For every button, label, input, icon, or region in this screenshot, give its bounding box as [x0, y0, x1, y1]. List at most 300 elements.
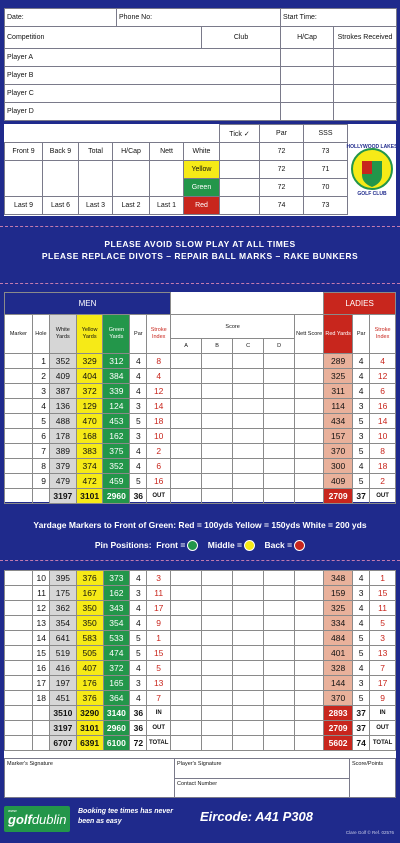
score-cell[interactable] [170, 586, 201, 601]
white-yards: 354 [49, 616, 76, 631]
score-cell[interactable] [264, 706, 295, 721]
red-yards: 484 [324, 631, 353, 646]
nett-score-cell[interactable] [295, 369, 324, 384]
player-c-field[interactable]: Player C [5, 85, 281, 103]
score-cell[interactable] [264, 429, 295, 444]
yellow-yards: 472 [76, 474, 103, 489]
marker-cell[interactable] [5, 444, 33, 459]
green-yards: 474 [103, 646, 130, 661]
nett-score-cell[interactable] [295, 706, 324, 721]
par-header: Par [260, 125, 304, 143]
score-cell[interactable] [264, 474, 295, 489]
club-field[interactable]: Club [202, 27, 281, 49]
par: 4 [130, 444, 147, 459]
score-cell[interactable] [264, 571, 295, 586]
stroke-index: IN [147, 706, 171, 721]
score-cell[interactable] [202, 571, 233, 586]
green-yards: 2960 [103, 489, 130, 504]
marker-cell[interactable] [5, 474, 33, 489]
score-cell[interactable] [202, 631, 233, 646]
hole-number: 9 [32, 474, 49, 489]
marker-cell[interactable] [5, 586, 33, 601]
tee-sss: 70 [304, 179, 348, 197]
score-cell[interactable] [233, 661, 264, 676]
white-yards: 479 [49, 474, 76, 489]
ladies-par: 3 [353, 586, 370, 601]
player-signature-field[interactable]: Player's Signature [175, 759, 350, 779]
score-cell[interactable] [202, 586, 233, 601]
score-cell[interactable] [233, 414, 264, 429]
ladies-stroke-index: 8 [370, 444, 396, 459]
score-cell[interactable] [264, 646, 295, 661]
white-yards: 3197 [49, 721, 76, 736]
marker-cell[interactable] [5, 369, 33, 384]
score-cell[interactable] [264, 489, 295, 504]
ladies-par: 4 [353, 601, 370, 616]
score-cell[interactable] [233, 736, 264, 751]
score-cell[interactable] [264, 354, 295, 369]
par: 5 [130, 414, 147, 429]
tee-red: Red [184, 197, 220, 215]
total-row [5, 721, 396, 736]
tee-par: 72 [260, 179, 304, 197]
hole-row [5, 444, 396, 459]
score-cell[interactable] [233, 444, 264, 459]
front-pin-dot-icon [187, 540, 198, 551]
score-cell[interactable] [170, 571, 201, 586]
svg-text:HOLLYWOOD LAKES: HOLLYWOOD LAKES [346, 143, 398, 150]
ladies-par: 74 [353, 736, 370, 751]
nett-score-cell[interactable] [295, 429, 324, 444]
stroke-index: 13 [147, 676, 171, 691]
score-cell[interactable] [202, 661, 233, 676]
white-yards: 175 [49, 586, 76, 601]
yardage-info: Yardage Markers to Front of Green: Red = 100yds Yellow = 150yds White = 200 yds [33, 520, 367, 530]
green-yards: 162 [103, 429, 130, 444]
phone-field[interactable]: Phone No: [117, 9, 281, 27]
hole-number: 14 [32, 631, 49, 646]
marker-cell[interactable] [5, 661, 33, 676]
player-b-field[interactable]: Player B [5, 67, 281, 85]
red-yards: 434 [324, 414, 353, 429]
red-yards: 2893 [324, 706, 353, 721]
par: 72 [130, 736, 147, 751]
nett-score-cell[interactable] [295, 601, 324, 616]
score-cell[interactable] [264, 586, 295, 601]
score-cell[interactable] [233, 601, 264, 616]
score-cell[interactable] [202, 721, 233, 736]
score-cell[interactable] [233, 616, 264, 631]
nett-score-cell[interactable] [295, 631, 324, 646]
hole-number: 15 [32, 646, 49, 661]
ladies-stroke-index: 14 [370, 414, 396, 429]
ladies-par: 5 [353, 414, 370, 429]
score-cell[interactable] [171, 444, 202, 459]
ladies-stroke-index: OUT [370, 489, 396, 504]
yellow-yards: 3101 [76, 721, 103, 736]
last2-label: Last 2 [113, 197, 150, 215]
front9-label: Front 9 [5, 143, 43, 161]
tick-green[interactable] [220, 179, 260, 197]
white-yards: 409 [49, 369, 76, 384]
player-details [4, 8, 396, 120]
yellow-yards: 168 [76, 429, 103, 444]
nett-score-cell[interactable] [295, 444, 324, 459]
score-cell[interactable] [264, 616, 295, 631]
yellow-yards: 167 [76, 586, 103, 601]
ladies-par: 3 [353, 429, 370, 444]
hole-number: 1 [32, 354, 49, 369]
score-cell[interactable] [202, 444, 233, 459]
red-yards: 401 [324, 646, 353, 661]
stroke-index: 18 [147, 414, 171, 429]
par: 4 [130, 571, 147, 586]
nett-score-cell[interactable] [295, 474, 324, 489]
marker-cell[interactable] [5, 706, 33, 721]
score-cell[interactable] [170, 691, 201, 706]
par-header: Par [130, 315, 147, 354]
score-cell[interactable] [170, 661, 201, 676]
club-crest-logo [346, 141, 398, 197]
green-yards-header: Green Yards [103, 315, 130, 354]
white-yards: 389 [49, 444, 76, 459]
hole-row [5, 369, 396, 384]
marker-cell[interactable] [5, 571, 33, 586]
stroke-index: 15 [147, 646, 171, 661]
score-cell[interactable] [233, 429, 264, 444]
svg-text:GOLF CLUB: GOLF CLUB [357, 190, 387, 197]
red-yards: 409 [324, 474, 353, 489]
hole-row [5, 414, 396, 429]
white-yards: 178 [49, 429, 76, 444]
par: 3 [130, 429, 147, 444]
score-cell[interactable] [171, 459, 202, 474]
nett-score-cell[interactable] [295, 736, 324, 751]
green-yards: 373 [103, 571, 130, 586]
score-cell[interactable] [233, 474, 264, 489]
hole-number [32, 736, 49, 751]
score-cell[interactable] [202, 474, 233, 489]
score-cell[interactable] [202, 736, 233, 751]
score-cell[interactable] [233, 586, 264, 601]
score-cell[interactable] [202, 429, 233, 444]
competition-field[interactable]: Competition [5, 27, 202, 49]
green-yards: 364 [103, 691, 130, 706]
hole-number: 8 [32, 459, 49, 474]
ladies-header: LADIES [324, 293, 396, 315]
white-yards: 641 [49, 631, 76, 646]
par: 3 [130, 399, 147, 414]
score-cell[interactable] [264, 369, 295, 384]
hole-row [5, 354, 396, 369]
hole-number: 6 [32, 429, 49, 444]
tick-white[interactable] [220, 143, 260, 161]
hole-header: Hole [32, 315, 49, 354]
marker-cell[interactable] [5, 736, 33, 751]
ladies-par: 5 [353, 646, 370, 661]
ladies-par: 4 [353, 571, 370, 586]
marker-cell[interactable] [5, 616, 33, 631]
score-cell[interactable] [170, 601, 201, 616]
score-cell[interactable] [202, 459, 233, 474]
green-yards: 339 [103, 384, 130, 399]
score-cell[interactable] [170, 616, 201, 631]
score-cell[interactable] [170, 676, 201, 691]
nett-score-cell[interactable] [295, 586, 324, 601]
score-cell[interactable] [264, 384, 295, 399]
last6-label: Last 6 [43, 197, 79, 215]
red-yards: 157 [324, 429, 353, 444]
yellow-yards: 505 [76, 646, 103, 661]
score-cell[interactable] [233, 384, 264, 399]
total-row [5, 736, 396, 751]
contact-number-field[interactable]: Contact Number [175, 778, 350, 798]
score-cell[interactable] [233, 646, 264, 661]
hole-number [32, 489, 49, 504]
green-yards: 343 [103, 601, 130, 616]
nett-score-cell[interactable] [295, 676, 324, 691]
ladies-stroke-index: 2 [370, 474, 396, 489]
white-yards: 3510 [49, 706, 76, 721]
score-cell[interactable] [171, 384, 202, 399]
ladies-par: 5 [353, 691, 370, 706]
marker-cell[interactable] [5, 721, 33, 736]
score-cell[interactable] [202, 646, 233, 661]
score-cell[interactable] [170, 646, 201, 661]
player-a-field[interactable]: Player A [5, 49, 281, 67]
score-cell[interactable] [233, 691, 264, 706]
tick-yellow[interactable] [220, 161, 260, 179]
score-cell[interactable] [264, 676, 295, 691]
fold-line [0, 226, 400, 227]
par: 5 [130, 646, 147, 661]
red-yards-header: Red Yards [324, 315, 353, 354]
par: 36 [130, 721, 147, 736]
white-yards: 3197 [49, 489, 76, 504]
score-cell[interactable] [171, 399, 202, 414]
marker-cell[interactable] [5, 459, 33, 474]
brand-prefix: www [8, 808, 17, 813]
ladies-stroke-index: 13 [370, 646, 396, 661]
nett-score-cell[interactable] [295, 399, 324, 414]
score-cell[interactable] [233, 706, 264, 721]
hole-row [5, 586, 396, 601]
start-time-field[interactable]: Start Time: [281, 9, 397, 27]
brand-dublin: dublin [31, 812, 67, 827]
score-cell[interactable] [264, 414, 295, 429]
score-points-field[interactable]: Score/Points [350, 759, 396, 798]
ladies-stroke-index: 1 [370, 571, 396, 586]
hole-number [32, 721, 49, 736]
score-cell[interactable] [233, 571, 264, 586]
score-cell[interactable] [233, 399, 264, 414]
yellow-yards: 383 [76, 444, 103, 459]
nett-score-cell[interactable] [295, 414, 324, 429]
score-cell[interactable] [264, 399, 295, 414]
red-yards: 311 [324, 384, 353, 399]
score-cell[interactable] [264, 631, 295, 646]
par: 5 [130, 474, 147, 489]
nett-score-cell[interactable] [295, 616, 324, 631]
ladies-stroke-index: 10 [370, 429, 396, 444]
score-cell[interactable] [264, 601, 295, 616]
score-cell[interactable] [170, 631, 201, 646]
promo-text: Booking tee times has never been as easy [78, 808, 173, 825]
score-cell[interactable] [233, 721, 264, 736]
yellow-yards: 6391 [76, 736, 103, 751]
marker-cell[interactable] [5, 489, 33, 504]
score-cell[interactable] [264, 721, 295, 736]
green-yards: 372 [103, 661, 130, 676]
nett-score-cell[interactable] [295, 721, 324, 736]
marker-cell[interactable] [5, 414, 33, 429]
nett-score-cell[interactable] [295, 571, 324, 586]
score-cell[interactable] [202, 399, 233, 414]
green-yards: 124 [103, 399, 130, 414]
score-cell[interactable] [264, 736, 295, 751]
green-yards: 3140 [103, 706, 130, 721]
signature-block [4, 758, 396, 798]
stroke-index: 8 [147, 354, 171, 369]
stroke-index: 2 [147, 444, 171, 459]
par: 4 [130, 459, 147, 474]
red-yards: 348 [324, 571, 353, 586]
score-cell[interactable] [170, 706, 201, 721]
red-yards: 334 [324, 616, 353, 631]
score-cell[interactable] [202, 676, 233, 691]
marker-cell[interactable] [5, 691, 33, 706]
score-cell[interactable] [233, 354, 264, 369]
tee-par: 74 [260, 197, 304, 215]
score-cell[interactable] [202, 706, 233, 721]
stroke-index: 3 [147, 571, 171, 586]
green-yards: 354 [103, 616, 130, 631]
nett-score-cell[interactable] [295, 354, 324, 369]
score-cell[interactable] [202, 384, 233, 399]
pin-middle-label: Middle = [207, 540, 243, 550]
score-cell[interactable] [233, 459, 264, 474]
tee-par: 72 [260, 143, 304, 161]
stroke-index: OUT [147, 721, 171, 736]
yellow-yards: 374 [76, 459, 103, 474]
score-cell[interactable] [264, 661, 295, 676]
score-cell[interactable] [264, 691, 295, 706]
white-yards: 197 [49, 676, 76, 691]
score-cell[interactable] [170, 736, 201, 751]
date-field[interactable]: Date: [5, 9, 117, 27]
hole-number: 18 [32, 691, 49, 706]
fold-line [0, 283, 400, 284]
white-yards: 387 [49, 384, 76, 399]
pin-back-label: Back = [264, 540, 293, 550]
stroke-index: 6 [147, 459, 171, 474]
marker-cell[interactable] [5, 429, 33, 444]
stroke-index-header: Stroke Index [147, 315, 171, 354]
score-cell[interactable] [170, 721, 201, 736]
red-yards: 5602 [324, 736, 353, 751]
green-yards: 352 [103, 459, 130, 474]
score-cell[interactable] [202, 489, 233, 504]
score-cell[interactable] [171, 489, 202, 504]
marker-signature-field[interactable]: Marker's Signature [5, 759, 175, 798]
nett-score-cell[interactable] [295, 459, 324, 474]
nett-score-cell[interactable] [295, 646, 324, 661]
score-cell[interactable] [264, 444, 295, 459]
hole-number: 2 [32, 369, 49, 384]
score-cell[interactable] [264, 459, 295, 474]
score-cell[interactable] [171, 474, 202, 489]
score-cell[interactable] [202, 369, 233, 384]
score-cell[interactable] [171, 429, 202, 444]
back9-label: Back 9 [43, 143, 79, 161]
score-cell[interactable] [233, 369, 264, 384]
ladies-par: 3 [353, 676, 370, 691]
player-d-field[interactable]: Player D [5, 103, 281, 121]
score-cell[interactable] [233, 631, 264, 646]
score-cell[interactable] [202, 691, 233, 706]
yellow-yards: 129 [76, 399, 103, 414]
score-cell[interactable] [202, 601, 233, 616]
score-cell[interactable] [202, 414, 233, 429]
notice-line: PLEASE REPLACE DIVOTS – REPAIR BALL MARKS – RAKE BUNKERS [41, 251, 359, 261]
ladies-par: 4 [353, 459, 370, 474]
player-a-col: A [171, 339, 202, 354]
green-yards: 533 [103, 631, 130, 646]
etiquette-notice [0, 238, 400, 262]
tee-summary [4, 124, 396, 216]
ladies-stroke-index: 16 [370, 399, 396, 414]
nett-score-cell[interactable] [295, 489, 324, 504]
nett-score-cell[interactable] [295, 384, 324, 399]
par: 4 [130, 691, 147, 706]
nett-score-cell[interactable] [295, 691, 324, 706]
ladies-stroke-index: 7 [370, 661, 396, 676]
marker-cell[interactable] [5, 646, 33, 661]
marker-cell[interactable] [5, 384, 33, 399]
marker-cell[interactable] [5, 601, 33, 616]
score-cell[interactable] [202, 616, 233, 631]
score-cell[interactable] [233, 489, 264, 504]
par: 36 [130, 489, 147, 504]
red-yards: 370 [324, 444, 353, 459]
ladies-stroke-index: 4 [370, 354, 396, 369]
marker-cell[interactable] [5, 631, 33, 646]
tick-red[interactable] [220, 197, 260, 215]
score-cell[interactable] [171, 414, 202, 429]
marker-cell[interactable] [5, 354, 33, 369]
score-cell[interactable] [202, 354, 233, 369]
ladies-stroke-index: 11 [370, 601, 396, 616]
marker-cell[interactable] [5, 676, 33, 691]
score-cell[interactable] [171, 369, 202, 384]
score-cell[interactable] [171, 354, 202, 369]
red-yards: 144 [324, 676, 353, 691]
ladies-par: 5 [353, 474, 370, 489]
ladies-par: 4 [353, 616, 370, 631]
par: 4 [130, 661, 147, 676]
stroke-index: 12 [147, 384, 171, 399]
strokes-header: Strokes Received [334, 27, 397, 49]
last1-label: Last 1 [150, 197, 184, 215]
ladies-par: 37 [353, 489, 370, 504]
hole-number: 11 [32, 586, 49, 601]
stroke-index: 17 [147, 601, 171, 616]
hole-number: 3 [32, 384, 49, 399]
marker-cell[interactable] [5, 399, 33, 414]
white-yards: 416 [49, 661, 76, 676]
score-cell[interactable] [233, 676, 264, 691]
nett-score-cell[interactable] [295, 661, 324, 676]
